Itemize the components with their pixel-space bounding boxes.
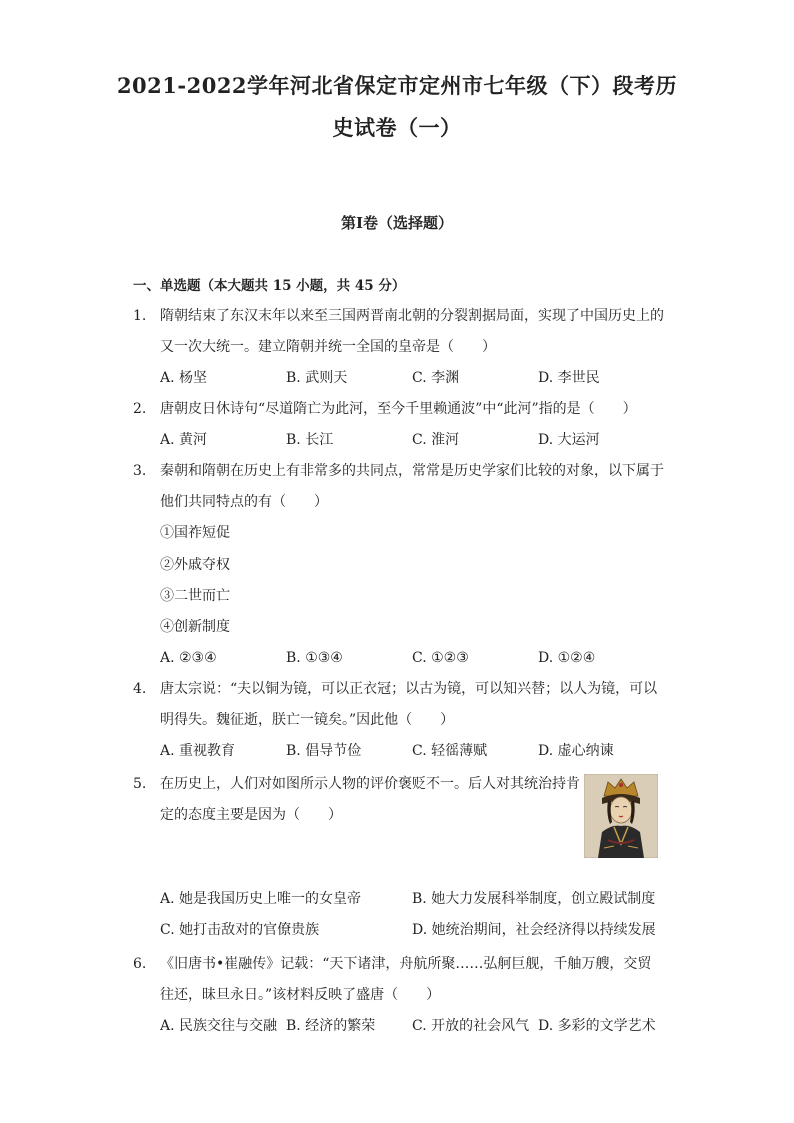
question-number: 6. <box>133 956 147 972</box>
option-b: B. 倡导节俭 <box>286 743 362 759</box>
question-number: 2. <box>133 401 147 417</box>
option-d: D. 她统治期间，社会经济得以持续发展 <box>412 922 656 938</box>
option-a: A. 她是我国历史上唯一的女皇帝 <box>160 891 362 907</box>
question-text: 他们共同特点的有（ ） <box>160 494 328 510</box>
question-text: 往还，昧旦永日。”该材料反映了盛唐（ ） <box>160 987 441 1003</box>
empress-portrait-image <box>584 774 658 858</box>
question-text: 《旧唐书•崔融传》记载：“天下诸津，舟航所聚……弘舸巨舰，千舳万艘，交贸 <box>160 956 652 972</box>
question-number: 5. <box>133 776 147 792</box>
statement-item: ④创新制度 <box>160 619 230 635</box>
option-a: A. 杨坚 <box>160 370 208 386</box>
part-title: 一、单选题（本大题共 15 小题，共 45 分） <box>133 278 406 294</box>
question-text: 明得失。魏征逝，朕亡一镜矣。”因此他（ ） <box>160 712 455 728</box>
question-text: 又一次大统一。建立隋朝并统一全国的皇帝是（ ） <box>160 339 496 355</box>
option-c: C. 轻徭薄赋 <box>412 743 488 759</box>
option-c: C. 李渊 <box>412 370 460 386</box>
option-d: D. 虚心纳谏 <box>538 743 614 759</box>
option-d: D. 李世民 <box>538 370 600 386</box>
paper-title-line-1: 2021-2022学年河北省保定市定州市七年级（下）段考历 <box>116 73 678 98</box>
option-c: C. 淮河 <box>412 432 460 448</box>
question-text: 唐朝皮日休诗句“尽道隋亡为此河，至今千里赖通波”中“此河”指的是（ ） <box>160 401 637 417</box>
option-d: D. ①②④ <box>538 650 596 666</box>
option-a: A. 黄河 <box>160 432 208 448</box>
statement-item: ①国祚短促 <box>160 525 230 541</box>
option-b: B. 经济的繁荣 <box>286 1018 376 1034</box>
option-b: B. ①③④ <box>286 650 343 666</box>
option-c: C. 她打击敌对的官僚贵族 <box>160 922 320 938</box>
question-text: 唐太宗说：“夫以铜为镜，可以正衣冠；以古为镜，可以知兴替；以人为镜，可以 <box>160 681 658 697</box>
option-b: B. 武则天 <box>286 370 348 386</box>
option-b: B. 长江 <box>286 432 334 448</box>
question-text: 在历史上，人们对如图所示人物的评价褒贬不一。后人对其统治持肯 <box>160 776 580 792</box>
option-c: C. ①②③ <box>412 650 469 666</box>
question-text: 隋朝结束了东汉末年以来至三国两晋南北朝的分裂割据局面，实现了中国历史上的 <box>160 308 664 324</box>
paper-title-line-2: 史试卷（一） <box>332 115 462 140</box>
option-a: A. 重视教育 <box>160 743 236 759</box>
volume-title: 第I卷（选择题） <box>340 214 454 232</box>
question-number: 4. <box>133 681 147 697</box>
question-text: 秦朝和隋朝在历史上有非常多的共同点，常常是历史学家们比较的对象，以下属于 <box>160 463 664 479</box>
statement-item: ②外戚夺权 <box>160 557 230 573</box>
option-d: D. 大运河 <box>538 432 600 448</box>
option-d: D. 多彩的文学艺术 <box>538 1018 656 1034</box>
statement-item: ③二世而亡 <box>160 588 230 604</box>
option-a: A. ②③④ <box>160 650 217 666</box>
option-a: A. 民族交往与交融 <box>160 1018 278 1034</box>
question-number: 1. <box>133 308 147 324</box>
question-text: 定的态度主要是因为（ ） <box>160 807 342 823</box>
option-b: B. 她大力发展科举制度，创立殿试制度 <box>412 891 656 907</box>
question-number: 3. <box>133 463 147 479</box>
option-c: C. 开放的社会风气 <box>412 1018 530 1034</box>
